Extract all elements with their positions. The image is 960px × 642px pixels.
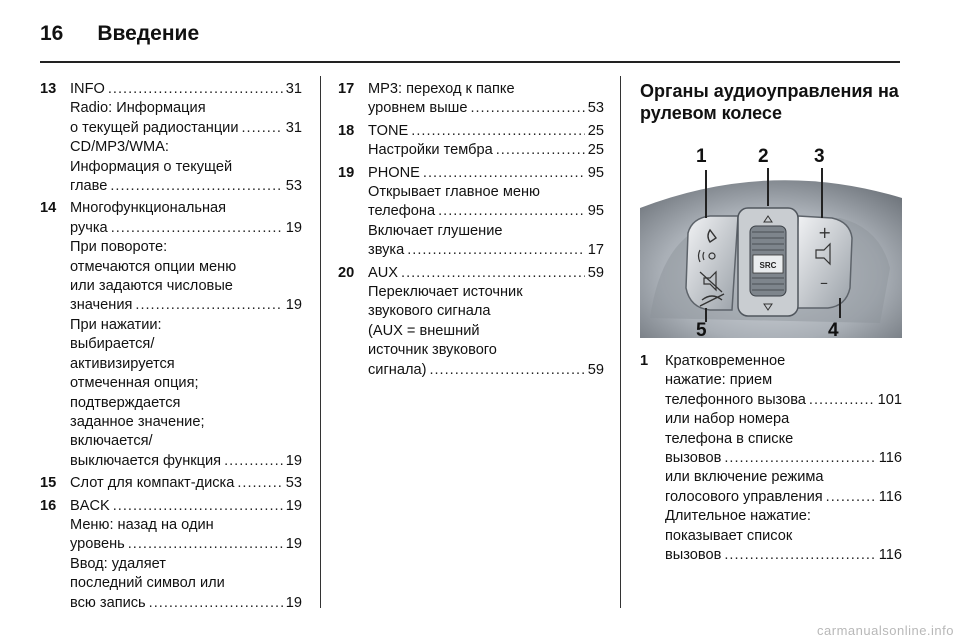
entry-text: вызовов (665, 547, 722, 564)
page-reference: 116 (878, 547, 902, 564)
dot-leader (470, 99, 584, 118)
entry-text: главе (70, 178, 108, 195)
index-entry (338, 80, 604, 119)
entry-text: выбирается/ (70, 336, 155, 353)
entry-text: Ввод: удаляет (70, 555, 166, 572)
entry-line-with-page (70, 296, 302, 315)
entry-text: Меню: назад на один (70, 516, 214, 533)
entry-text: BACK (70, 497, 110, 514)
callout-4: 4 (828, 320, 839, 338)
entry-text: Включает глушение (368, 222, 503, 239)
entry-text: CD/MP3/WMA: (70, 139, 169, 156)
entry-number: 20 (338, 264, 355, 281)
entry-line-with-page (665, 546, 902, 565)
dot-leader (113, 497, 283, 516)
page-reference: 95 (587, 164, 604, 181)
entry-line-with-page (665, 488, 902, 507)
entry-text: заданное значение; (70, 413, 205, 430)
entry-line-with-page (70, 452, 302, 471)
page-reference: 116 (878, 450, 902, 467)
entry-text: телефонного вызова (665, 391, 806, 408)
dot-leader (237, 474, 282, 493)
entry-text: Слот для компакт-диска (70, 475, 235, 492)
entry-text: отмеченная опция; (70, 375, 199, 392)
entry-text: Настройки тембра (368, 142, 493, 159)
entry-text: INFO (70, 81, 105, 97)
entry-text: Длительное нажатие: (665, 508, 811, 525)
section-title: Органы аудиоуправления на рулевом колесе (640, 81, 899, 123)
index-entry (40, 80, 302, 196)
page-number: 16 (40, 22, 64, 45)
entry-text: Кратковременное (665, 353, 786, 369)
minus-icon: – (820, 273, 828, 292)
entry-text: или набор номера (665, 411, 790, 428)
entry-text: уровень (70, 536, 125, 553)
entry-line-with-page (70, 177, 302, 196)
page-reference: 31 (285, 81, 302, 97)
page-reference: 53 (285, 475, 302, 492)
dot-leader (149, 594, 283, 613)
dot-leader (242, 119, 283, 138)
dot-leader (438, 202, 585, 221)
dot-leader (429, 361, 584, 380)
entry-line-with-page (368, 99, 604, 118)
entry-number: 18 (338, 122, 355, 139)
dot-leader (423, 164, 585, 183)
index-entry (338, 122, 604, 161)
page-reference: 53 (587, 100, 604, 117)
page-reference: 19 (285, 497, 302, 514)
entry-text: голосового управления (665, 488, 823, 505)
entry-text: ручка (70, 219, 108, 236)
entry-line-with-page (368, 202, 604, 221)
entry-text: Переключает источник (368, 284, 523, 301)
entry-text: нажатие: прием (665, 372, 773, 389)
dot-leader (809, 391, 875, 410)
dot-leader (224, 452, 283, 471)
entry-text: подтверждается (70, 394, 181, 411)
entry-line-with-page (665, 449, 902, 468)
dot-leader (407, 241, 585, 260)
page-reference: 19 (285, 594, 302, 611)
entry-number: 14 (40, 200, 57, 217)
index-entry (338, 264, 604, 380)
entry-number: 17 (338, 81, 355, 97)
entry-text: Информация о текущей (70, 158, 233, 175)
entry-line-with-page (70, 219, 302, 238)
entry-text: всю запись (70, 594, 146, 611)
entry-text: телефона (368, 203, 436, 220)
entry-text: (AUX = внешний (368, 322, 480, 339)
steering-controls-list (640, 352, 902, 565)
entry-text: При нажатии: (70, 316, 162, 333)
index-entry (40, 497, 302, 613)
page-reference: 95 (587, 203, 604, 220)
plus-icon: + (818, 223, 832, 242)
entry-line-with-page (70, 497, 302, 516)
entry-line-with-page (70, 80, 302, 99)
page-reference: 19 (285, 452, 302, 469)
entry-text: MP3: переход к папке (368, 81, 515, 97)
entry-number: 19 (338, 164, 355, 181)
callout-3: 3 (814, 146, 825, 167)
callout-1: 1 (696, 146, 707, 167)
dot-leader (135, 296, 282, 315)
page-reference: 19 (285, 536, 302, 553)
entry-text: вызовов (665, 450, 722, 467)
entry-text: Radio: Информация (70, 100, 206, 117)
entry-line-with-page (368, 241, 604, 260)
entry-text: уровнем выше (368, 100, 468, 117)
entry-text: последний символ или (70, 575, 225, 592)
entry-text: источник звукового (368, 342, 497, 359)
page-reference: 59 (587, 264, 604, 281)
entry-number: 15 (40, 475, 57, 492)
header-rule (40, 61, 900, 63)
column-divider-1 (320, 76, 321, 608)
entry-text: Открывает главное меню (368, 184, 540, 201)
page-reference: 31 (285, 119, 302, 136)
watermark: carmanualsonline.info (817, 623, 954, 638)
dot-leader (108, 80, 283, 99)
entry-line-with-page (368, 122, 604, 141)
dot-leader (724, 546, 875, 565)
entry-number: 1 (640, 353, 649, 369)
column-2 (338, 80, 604, 383)
entry-number: 16 (40, 497, 57, 514)
entry-line-with-page (70, 535, 302, 554)
entry-line-with-page (70, 594, 302, 613)
entry-text: значения (70, 297, 133, 314)
entry-text: TONE (368, 122, 409, 139)
entry-text: звукового сигнала (368, 303, 491, 320)
page-reference: 53 (285, 178, 302, 195)
dot-leader (826, 488, 876, 507)
callout-5: 5 (696, 320, 707, 338)
entry-line-with-page (665, 391, 902, 410)
page-reference: 19 (285, 219, 302, 236)
entry-text: телефона в списке (665, 430, 794, 447)
entry-text: активизируется (70, 355, 175, 372)
index-entry (640, 352, 902, 565)
column-1 (40, 80, 302, 616)
dot-leader (724, 449, 875, 468)
entry-text: PHONE (368, 164, 420, 181)
page-reference: 25 (587, 122, 604, 139)
page-reference: 19 (285, 297, 302, 314)
entry-text: Многофункциональная (70, 200, 227, 217)
entry-line-with-page (368, 361, 604, 380)
page-reference: 17 (587, 242, 604, 259)
entry-text: о текущей радиостанции (70, 119, 239, 136)
page-title: Введение (97, 22, 200, 45)
entry-text: отмечаются опции меню (70, 258, 237, 275)
callout-2: 2 (758, 146, 769, 167)
entry-text: выключается функция (70, 452, 222, 469)
entry-line-with-page (368, 141, 604, 160)
entry-line-with-page (70, 119, 302, 138)
index-entry (40, 474, 302, 493)
entry-line-with-page (368, 264, 604, 283)
entry-text: звука (368, 242, 405, 259)
column-3 (640, 80, 902, 568)
entry-text: При повороте: (70, 239, 168, 256)
dot-leader (110, 177, 282, 196)
entry-line-with-page (70, 474, 302, 493)
entry-text: AUX (368, 264, 399, 281)
page-reference: 116 (878, 488, 902, 505)
index-entry (40, 199, 302, 471)
page-reference: 59 (587, 361, 604, 378)
dot-leader (496, 141, 585, 160)
entry-text: показывает список (665, 527, 793, 544)
dot-leader (411, 122, 584, 141)
page-reference: 101 (877, 391, 902, 408)
index-entry (338, 164, 604, 261)
dot-leader (111, 219, 283, 238)
dot-leader (128, 535, 283, 554)
dot-leader (401, 264, 585, 283)
entry-text: включается/ (70, 433, 153, 450)
entry-number: 13 (40, 81, 57, 97)
entry-text: или задаются числовые (70, 278, 233, 295)
entry-text: сигнала) (368, 361, 427, 378)
column-divider-2 (620, 76, 621, 608)
entry-line-with-page (368, 164, 604, 183)
steering-wheel-controls-image (640, 138, 902, 338)
entry-text: или включение режима (665, 469, 824, 486)
page-reference: 25 (587, 142, 604, 159)
src-knob-label: SRC (759, 261, 777, 270)
page-header (40, 22, 199, 46)
